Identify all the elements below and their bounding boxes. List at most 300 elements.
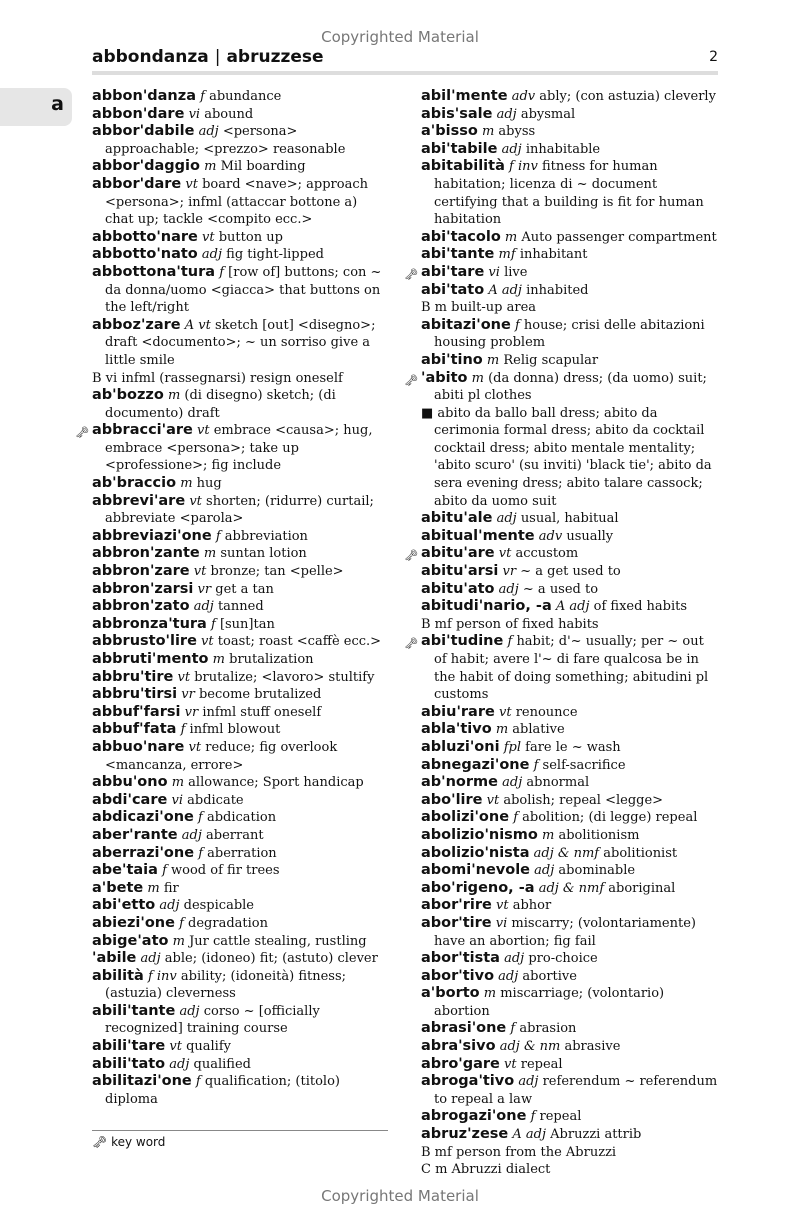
copyright-notice-bottom: Copyrighted Material xyxy=(321,1187,479,1205)
part-of-speech: m xyxy=(180,476,193,492)
headword: abboz'zare xyxy=(92,316,181,333)
translation: brutalize; <lavoro> stultify xyxy=(194,669,375,685)
sense-subentry: C m Abruzzi dialect xyxy=(421,1162,551,1178)
part-of-speech: vt xyxy=(504,1056,517,1072)
translation: inhabitable xyxy=(525,141,601,157)
dictionary-entry xyxy=(75,422,388,475)
running-head xyxy=(92,47,718,71)
part-of-speech: m xyxy=(203,546,217,562)
part-of-speech: m xyxy=(481,124,495,140)
headword: abitu'are xyxy=(421,545,495,562)
part-of-speech: A adj xyxy=(488,282,522,298)
headword: abolizi'one xyxy=(421,809,510,826)
headword: 'abito xyxy=(421,369,468,386)
translation: <persona> approachable; <prezzo> reasonable xyxy=(105,124,346,157)
part-of-speech: adj xyxy=(201,247,223,263)
translation: button up xyxy=(218,229,283,245)
dictionary-entry xyxy=(421,581,719,599)
headword: abbor'dabile xyxy=(92,123,195,140)
headword: abiezi'one xyxy=(92,914,175,931)
dictionary-entry xyxy=(421,141,719,159)
headword: abitudi'nario, -a xyxy=(421,598,552,615)
translation: accustom xyxy=(515,546,579,562)
translation: abound xyxy=(204,106,254,122)
sense-subentry: B mf person from the Abruzzi xyxy=(421,1144,617,1160)
headword: abitazi'one xyxy=(421,316,511,333)
headword: abor'tista xyxy=(421,950,500,967)
dictionary-entry xyxy=(92,1038,388,1056)
part-of-speech: m xyxy=(483,986,497,1002)
headword: abla'tivo xyxy=(421,721,492,738)
copyright-notice-top: Copyrighted Material xyxy=(321,28,479,46)
headword: abis'sale xyxy=(421,105,493,122)
part-of-speech: vr xyxy=(184,704,199,720)
sense-subentry: B vi infml (rassegnarsi) resign oneself xyxy=(92,370,343,386)
dictionary-entry xyxy=(421,88,719,106)
translation: qualified xyxy=(193,1056,251,1072)
translation: fir xyxy=(163,880,179,896)
dictionary-entry xyxy=(92,774,388,792)
headword: abili'tato xyxy=(92,1055,166,1072)
part-of-speech: vt xyxy=(193,564,207,580)
headword: abor'rire xyxy=(421,897,492,914)
headword: abbron'zante xyxy=(92,545,200,562)
headword: abbor'dare xyxy=(92,175,182,192)
translation: abyss xyxy=(498,124,536,140)
dictionary-entry xyxy=(421,563,719,581)
dictionary-entry xyxy=(92,968,388,1003)
translation: abundance xyxy=(209,89,282,104)
headword: abluzi'oni xyxy=(421,738,500,755)
translation: abolitionism xyxy=(558,827,640,843)
translation: ~ a get used to xyxy=(520,564,621,580)
headword: abdicazi'one xyxy=(92,809,194,826)
headword: abnegazi'one xyxy=(421,756,530,773)
headword: abi'tare xyxy=(421,263,485,280)
part-of-speech: f inv xyxy=(509,159,538,175)
dictionary-entry xyxy=(92,1003,388,1038)
headword: abrogazi'one xyxy=(421,1108,527,1125)
dictionary-entry xyxy=(92,158,388,176)
dictionary-entry xyxy=(421,1108,719,1126)
head-separator: | xyxy=(214,47,221,67)
dictionary-entry xyxy=(421,1056,719,1074)
dictionary-entry xyxy=(92,933,388,951)
headword: abbracci'are xyxy=(92,422,193,439)
translation: house; crisi delle abitazioni housing problem xyxy=(434,317,705,351)
headword: a'bisso xyxy=(421,123,478,140)
headword: abbreviazi'one xyxy=(92,527,212,544)
headword: abili'tare xyxy=(92,1038,166,1055)
dictionary-entry xyxy=(404,263,719,282)
headword: abbronza'tura xyxy=(92,615,207,632)
dictionary-entry xyxy=(92,264,388,317)
dictionary-entry xyxy=(92,387,388,422)
dictionary-entry xyxy=(421,1038,719,1056)
headword: abrasi'one xyxy=(421,1020,507,1037)
dictionary-entry xyxy=(92,229,388,247)
headword: abor'tivo xyxy=(421,967,495,984)
dictionary-entry xyxy=(421,809,719,827)
dictionary-entry xyxy=(92,809,388,827)
headword: abbon'dare xyxy=(92,105,185,122)
headword: abe'taia xyxy=(92,862,158,879)
last-headword: abruzzese xyxy=(226,47,324,67)
translation: abysmal xyxy=(520,106,576,122)
headword: abbrevi'are xyxy=(92,492,186,509)
dictionary-entry xyxy=(92,563,388,581)
part-of-speech: vr xyxy=(181,687,195,703)
translation: able; (idoneo) fit; (astuto) clever xyxy=(164,951,378,967)
part-of-speech: vt xyxy=(185,176,198,192)
part-of-speech: adj xyxy=(140,951,161,967)
part-of-speech: vt xyxy=(177,669,191,685)
headword: abbottona'tura xyxy=(92,263,216,280)
translation: inhabited xyxy=(526,282,589,298)
part-of-speech: f xyxy=(533,757,539,773)
dictionary-entry xyxy=(421,1073,719,1108)
part-of-speech: mf xyxy=(498,247,516,263)
dictionary-entry xyxy=(92,880,388,898)
headword: abolizio'nismo xyxy=(421,826,538,843)
dictionary-entry xyxy=(92,545,388,563)
letter-tab-label: a xyxy=(51,93,64,115)
part-of-speech: adj xyxy=(496,106,517,122)
part-of-speech: adj xyxy=(502,775,523,791)
part-of-speech: m xyxy=(471,370,484,386)
dictionary-entry xyxy=(421,106,719,124)
part-of-speech: f xyxy=(210,616,216,632)
translation: abnormal xyxy=(526,775,590,791)
part-of-speech: vt xyxy=(202,229,215,245)
part-of-speech: m xyxy=(167,388,181,404)
part-of-speech: adj xyxy=(496,511,517,527)
dictionary-entry xyxy=(92,106,388,124)
headword: abro'gare xyxy=(421,1055,500,1072)
headword: abbron'zarsi xyxy=(92,580,194,597)
headword: ab'braccio xyxy=(92,475,177,492)
headword: abi'tino xyxy=(421,351,483,368)
translation: ably; (con astuzia) cleverly xyxy=(539,89,716,104)
page-number: 2 xyxy=(709,49,718,65)
translation: fare le ~ wash xyxy=(525,739,621,755)
translation: abortive xyxy=(522,968,577,984)
footnote-text: key word xyxy=(111,1135,166,1149)
translation: repeal xyxy=(520,1056,563,1072)
part-of-speech: adj xyxy=(518,1074,539,1090)
key-word-icon: 🗝 xyxy=(75,426,89,440)
part-of-speech: vt xyxy=(189,493,202,509)
translation: qualify xyxy=(186,1039,231,1055)
footnote xyxy=(92,1135,165,1149)
translation: usual, habitual xyxy=(520,511,619,527)
dictionary-entry xyxy=(92,915,388,933)
part-of-speech: vt xyxy=(498,704,512,720)
headword: a'borto xyxy=(421,985,480,1002)
dictionary-entry xyxy=(92,1056,388,1074)
headword: abomi'nevole xyxy=(421,862,531,879)
headword: abi'tacolo xyxy=(421,228,501,245)
dictionary-entry xyxy=(421,827,719,845)
headword: abbon'danza xyxy=(92,88,196,104)
headword: abbru'tire xyxy=(92,668,174,685)
part-of-speech: m xyxy=(495,722,509,738)
dictionary-entry xyxy=(421,704,719,722)
translation: abdication xyxy=(206,810,277,826)
translation: pro-choice xyxy=(528,951,598,967)
part-of-speech: A vt xyxy=(184,317,211,333)
translation: aboriginal xyxy=(608,880,676,896)
dictionary-entry xyxy=(421,598,719,633)
translation: corso ~ [officially recognized] training course xyxy=(105,1003,320,1037)
part-of-speech: adj xyxy=(179,1003,200,1019)
translation: Relig scapular xyxy=(503,352,599,368)
dictionary-entry xyxy=(92,721,388,739)
translation: toast; roast <caffè ecc.> xyxy=(217,634,382,650)
dictionary-entry xyxy=(421,880,719,898)
part-of-speech: f xyxy=(219,264,225,280)
translation: of fixed habits xyxy=(593,599,688,615)
part-of-speech: adj & nmf xyxy=(533,845,600,861)
translation: abolish; repeal <legge> xyxy=(503,792,664,808)
part-of-speech: f xyxy=(200,89,205,104)
part-of-speech: adj xyxy=(504,951,525,967)
dictionary-entry xyxy=(92,88,388,106)
translation: usually xyxy=(566,528,614,544)
dictionary-entry xyxy=(421,1126,719,1179)
dictionary-entry xyxy=(92,845,388,863)
translation: habit; d'~ usually; per ~ out of habit; avere l'~ di fare qualcosa be in the habit of doing something; abitudini pl customs xyxy=(434,634,709,703)
part-of-speech: f xyxy=(530,1109,536,1125)
dictionary-entry xyxy=(421,968,719,986)
headword: abitu'ato xyxy=(421,580,495,597)
headword: abi'tante xyxy=(421,246,495,263)
translation: abrasion xyxy=(519,1021,577,1037)
headword: abbuo'nare xyxy=(92,738,185,755)
part-of-speech: adj xyxy=(534,863,555,879)
translation: Jur cattle stealing, rustling xyxy=(189,933,367,949)
dictionary-entry xyxy=(92,862,388,880)
dictionary-entry xyxy=(421,317,719,352)
part-of-speech: adj xyxy=(498,581,519,597)
dictionary-entry xyxy=(421,352,719,370)
translation: referendum ~ referendum to repeal a law xyxy=(434,1074,718,1107)
dictionary-entry xyxy=(92,686,388,704)
translation: qualification; (titolo) diploma xyxy=(105,1074,340,1107)
part-of-speech: f xyxy=(513,810,518,826)
headword: abi'tudine xyxy=(421,633,504,650)
translation: abhor xyxy=(512,898,552,914)
dictionary-entry xyxy=(92,475,388,493)
translation: inhabitant xyxy=(519,247,588,263)
headword: abi'tabile xyxy=(421,140,498,157)
translation: abbreviation xyxy=(224,528,308,544)
translation: (di disegno) sketch; (di documento) draft xyxy=(105,388,336,421)
translation: suntan lotion xyxy=(220,546,307,562)
part-of-speech: m xyxy=(542,827,555,843)
dictionary-entry xyxy=(421,282,719,317)
key-word-icon: 🗝 xyxy=(404,267,418,281)
translation: live xyxy=(504,264,528,280)
part-of-speech: m xyxy=(172,933,185,949)
headword: abiu'rare xyxy=(421,703,495,720)
dictionary-entry xyxy=(421,862,719,880)
part-of-speech: vt xyxy=(201,634,214,650)
part-of-speech: adj xyxy=(181,827,202,843)
part-of-speech: f xyxy=(215,528,221,544)
headword: ab'bozzo xyxy=(92,387,164,404)
header-rule xyxy=(92,71,718,75)
translation: abdicate xyxy=(187,792,244,808)
translation: Abruzzi attrib xyxy=(550,1127,642,1143)
dictionary-entry xyxy=(404,369,719,511)
translation: fitness for human habitation; licenza di ~ document certifying that a building is fit for human habitation xyxy=(434,159,704,228)
footnote-rule xyxy=(92,1130,388,1131)
translation: [sun]tan xyxy=(219,616,275,632)
headword: abitual'mente xyxy=(421,527,535,544)
translation: renounce xyxy=(515,704,578,720)
dictionary-entry xyxy=(421,528,719,546)
dictionary-entry xyxy=(92,123,388,158)
part-of-speech: vt xyxy=(495,898,509,914)
part-of-speech: vt xyxy=(486,792,500,808)
part-of-speech: f xyxy=(198,845,204,861)
dictionary-entry xyxy=(92,1073,388,1108)
dictionary-entry xyxy=(92,581,388,599)
dictionary-entry xyxy=(92,792,388,810)
dictionary-entry xyxy=(92,739,388,774)
translation: reduce; fig overlook <mancanza, errore> xyxy=(105,739,338,773)
part-of-speech: m xyxy=(212,652,225,667)
part-of-speech: f xyxy=(179,915,184,931)
dictionary-entry xyxy=(92,950,388,968)
key-word-icon: 🗝 xyxy=(404,373,418,387)
translation: fig tight-lipped xyxy=(226,247,324,263)
translation: infml stuff oneself xyxy=(202,704,322,720)
translation: embrace <causa>; hug, embrace <persona>; take up <professione>; fig include xyxy=(105,423,373,474)
translation: board <nave>; approach <persona>; infml (attaccar bottone a) chat up; tackle <compito ecc.> xyxy=(105,176,368,228)
part-of-speech: adv xyxy=(538,528,563,544)
headword: abbor'daggio xyxy=(92,158,200,175)
translation: repeal xyxy=(539,1109,582,1125)
headword: abilitazi'one xyxy=(92,1073,192,1090)
part-of-speech: adv xyxy=(511,89,536,104)
headword: abbrusto'lire xyxy=(92,633,197,650)
dictionary-entry xyxy=(421,757,719,775)
translation: infml blowout xyxy=(189,722,281,738)
translation: bronze; tan <pelle> xyxy=(210,564,344,580)
dictionary-entry xyxy=(92,317,388,387)
headword: abor'tire xyxy=(421,914,492,931)
entries-left-column xyxy=(75,88,388,1108)
dictionary-entry xyxy=(421,246,719,264)
letter-thumb-tab xyxy=(0,88,72,126)
dictionary-entry xyxy=(92,897,388,915)
headword: abilità xyxy=(92,967,144,984)
part-of-speech: vi xyxy=(488,264,500,280)
translation: become brutalized xyxy=(198,687,322,703)
part-of-speech: m xyxy=(486,352,500,368)
translation: ablative xyxy=(512,722,565,738)
headword: abbotto'nare xyxy=(92,228,198,245)
part-of-speech: f xyxy=(195,1074,201,1090)
part-of-speech: vi xyxy=(495,915,508,931)
dictionary-entry xyxy=(421,845,719,863)
dictionary-entry xyxy=(404,633,719,703)
dictionary-entry xyxy=(92,616,388,634)
dictionary-entry xyxy=(421,510,719,528)
part-of-speech: m xyxy=(504,229,518,245)
part-of-speech: adj xyxy=(169,1056,190,1072)
dictionary-entry xyxy=(421,1020,719,1038)
translation: get a tan xyxy=(215,581,274,597)
part-of-speech: f xyxy=(507,634,513,650)
part-of-speech: vi xyxy=(171,792,183,808)
part-of-speech: f inv xyxy=(147,968,177,984)
headword: abili'tante xyxy=(92,1002,176,1019)
translation: Mil boarding xyxy=(220,159,306,175)
dictionary-entry xyxy=(92,669,388,687)
part-of-speech: adj & nm xyxy=(499,1039,561,1055)
part-of-speech: f xyxy=(180,722,186,738)
headword: abroga'tivo xyxy=(421,1073,515,1090)
part-of-speech: A adj xyxy=(512,1127,547,1143)
headword: abbron'zare xyxy=(92,563,190,580)
dictionary-entry xyxy=(421,158,719,228)
headword: abo'lire xyxy=(421,791,483,808)
key-word-icon: 🗝 xyxy=(404,549,418,563)
dictionary-entry xyxy=(421,985,719,1020)
sense-subentry: ■ abito da ballo ball dress; abito da cerimonia formal dress; abito da cocktail cocktail dress; abito mentale mentality; 'abito scuro' (su inviti) 'black tie'; abito da sera evening dress; abito talare cassock; abito da uomo suit xyxy=(421,405,712,509)
translation: brutalization xyxy=(229,652,314,667)
headword: abitabilità xyxy=(421,158,505,175)
dictionary-entry xyxy=(92,827,388,845)
translation: [row of] buttons; con ~ da donna/uomo <giacca> that buttons on the left/right xyxy=(105,264,382,316)
part-of-speech: vi xyxy=(188,106,201,122)
headword: aberrazi'one xyxy=(92,844,195,861)
part-of-speech: vt xyxy=(169,1039,182,1055)
translation: (da donna) dress; (da uomo) suit; abiti pl clothes xyxy=(434,370,707,404)
translation: sketch [out] <disegno>; draft <documento>; ~ un sorriso give a little smile xyxy=(105,317,376,368)
translation: abominable xyxy=(558,863,636,879)
headword: abi'tato xyxy=(421,281,485,298)
translation: aberrant xyxy=(206,827,264,843)
headword: abbuf'farsi xyxy=(92,703,181,720)
dictionary-entry xyxy=(421,950,719,968)
translation: despicable xyxy=(183,898,254,914)
translation: miscarry; (volontariamente) have an abortion; fig fail xyxy=(434,915,696,949)
translation: degradation xyxy=(188,915,268,931)
translation: abolition; (di legge) repeal xyxy=(522,810,698,826)
headword: abruz'zese xyxy=(421,1126,509,1143)
part-of-speech: m xyxy=(171,775,185,791)
headword: abitu'ale xyxy=(421,510,493,527)
translation: hug xyxy=(196,476,222,492)
dictionary-entry xyxy=(421,774,719,792)
part-of-speech: adj xyxy=(501,141,522,157)
headword: abige'ato xyxy=(92,932,169,949)
dictionary-entry xyxy=(421,915,719,950)
headword: abbruti'mento xyxy=(92,651,209,667)
headword: ab'norme xyxy=(421,774,498,791)
translation: abrasive xyxy=(564,1039,621,1055)
entries-right-column xyxy=(404,88,719,1179)
dictionary-entry xyxy=(421,721,719,739)
dictionary-entry xyxy=(421,739,719,757)
headword: abil'mente xyxy=(421,88,508,104)
translation: allowance; Sport handicap xyxy=(188,775,364,791)
headword: abolizio'nista xyxy=(421,844,530,861)
